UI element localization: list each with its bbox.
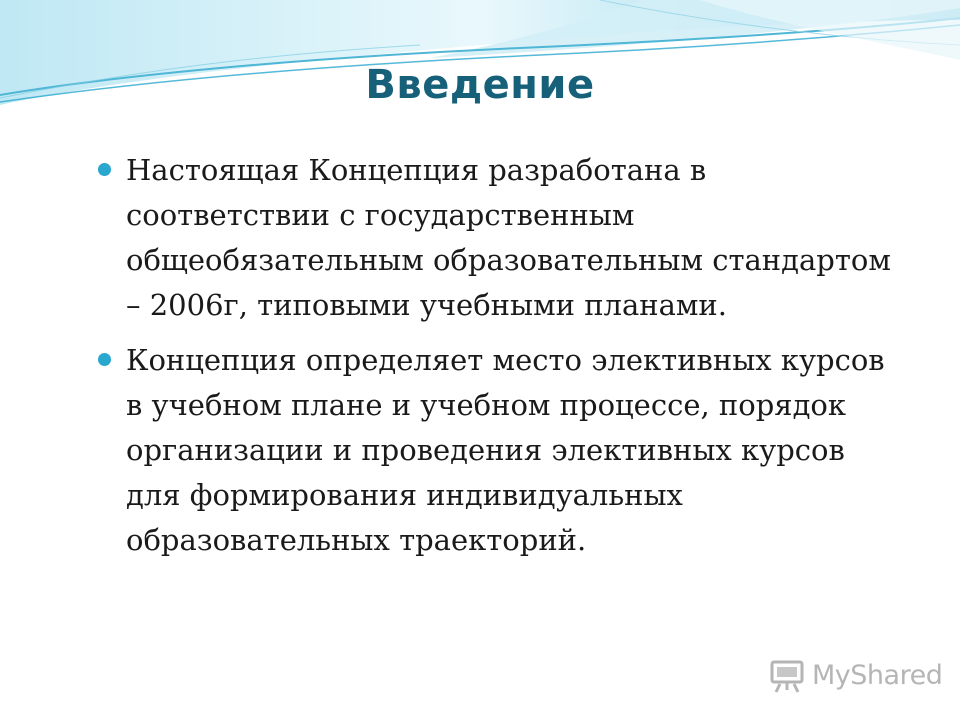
bullet-text: Настоящая Концепция разработана в соответствии с государственным общеобязательным образовательным стандартом – 2006г, типовыми учебными планами.	[126, 153, 891, 322]
bullet-list	[98, 148, 898, 573]
watermark	[768, 655, 942, 695]
watermark-text: MyShared	[812, 659, 943, 691]
dot-icon	[98, 163, 111, 176]
dot-icon	[98, 353, 111, 366]
bullet-item	[98, 148, 898, 328]
presentation-board-icon	[768, 656, 806, 694]
slide-title: Введение	[365, 62, 595, 108]
bullet-text: Концепция определяет место элективных курсов в учебном плане и учебном процессе, порядок организации и проведения элективных курсов для формирования индивидуальных образовательных траекторий.	[126, 343, 885, 557]
bullet-item	[98, 338, 898, 563]
